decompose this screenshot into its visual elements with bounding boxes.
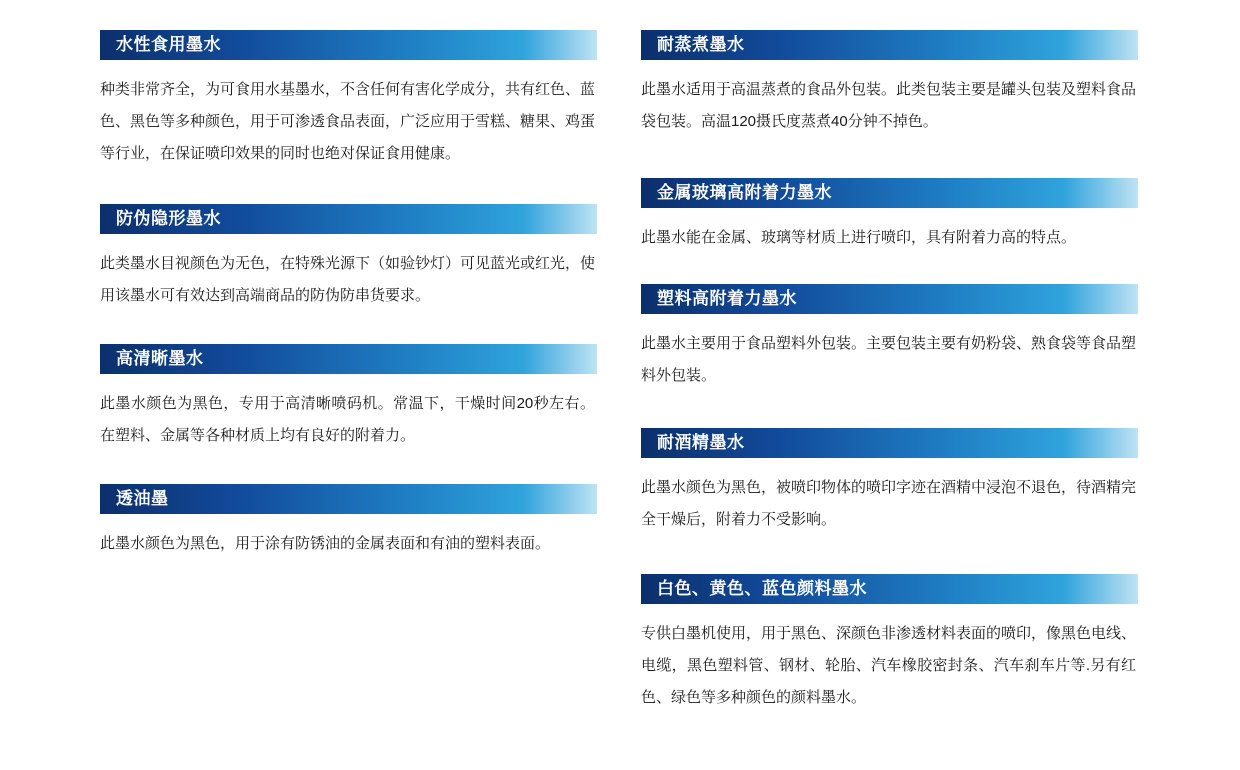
section-title-banner: 透油墨 (100, 484, 597, 514)
section-body-text: 种类非常齐全，为可食用水基墨水，不含任何有害化学成分，共有红色、蓝色、黑色等多种颜色，用于可渗透食品表面，广泛应用于雪糕、糖果、鸡蛋等行业，在保证喷印效果的同时也绝对保证食用健康。 (100, 81, 596, 162)
section-body-text: 专供白墨机使用，用于黑色、深颜色非渗透材料表面的喷印，像黑色电线、电缆，黑色塑料管、钢材、轮胎、汽车橡胶密封条、汽车刹车片等.另有红色、绿色等多种颜色的颜料墨水。 (641, 625, 1137, 706)
section-title-banner: 白色、黄色、蓝色颜料墨水 (641, 574, 1138, 604)
section-plastic-high-adhesion-ink (641, 284, 1138, 392)
section-body-text: 此类墨水目视颜色为无色，在特殊光源下（如验钞灯）可见蓝光或红光，使用该墨水可有效达到高端商品的防伪防串货要求。 (100, 255, 596, 304)
section-body-text: 此墨水能在金属、玻璃等材质上进行喷印，具有附着力高的特点。 (641, 229, 1077, 246)
section-body-text: 此墨水颜色为黑色，专用于高清晰喷码机。常温下，干燥时间20秒左右。在塑料、金属等各种材质上均有良好的附着力。 (100, 395, 595, 444)
left-column (100, 30, 597, 560)
section-white-yellow-blue-pigment-ink (641, 574, 1138, 714)
section-anti-counterfeit-invisible-ink (100, 204, 597, 312)
section-alcohol-resistant-ink (641, 428, 1138, 536)
section-body-text: 此墨水主要用于食品塑料外包装。主要包装主要有奶粉袋、熟食袋等食品塑料外包装。 (641, 335, 1137, 384)
section-water-based-edible-ink (100, 30, 597, 170)
section-title-banner: 塑料高附着力墨水 (641, 284, 1138, 314)
section-title-banner: 防伪隐形墨水 (100, 204, 597, 234)
section-metal-glass-high-adhesion-ink (641, 178, 1138, 254)
section-body-text: 此墨水适用于高温蒸煮的食品外包装。此类包装主要是罐头包装及塑料食品袋包装。高温120摄氏度蒸煮40分钟不掉色。 (641, 81, 1137, 130)
section-high-definition-ink (100, 344, 597, 452)
section-body-text: 此墨水颜色为黑色，被喷印物体的喷印字迹在酒精中浸泡不退色，待酒精完全干燥后，附着力不受影响。 (641, 479, 1137, 528)
section-retort-resistant-ink (641, 30, 1138, 138)
section-title-banner: 水性食用墨水 (100, 30, 597, 60)
section-title-banner: 耐蒸煮墨水 (641, 30, 1138, 60)
section-title-banner: 金属玻璃高附着力墨水 (641, 178, 1138, 208)
right-column (641, 30, 1138, 714)
section-title-banner: 高清晰墨水 (100, 344, 597, 374)
two-column-layout (0, 30, 1240, 714)
section-title-banner: 耐酒精墨水 (641, 428, 1138, 458)
section-body-text: 此墨水颜色为黑色，用于涂有防锈油的金属表面和有油的塑料表面。 (100, 535, 551, 552)
section-oil-penetrating-ink (100, 484, 597, 560)
